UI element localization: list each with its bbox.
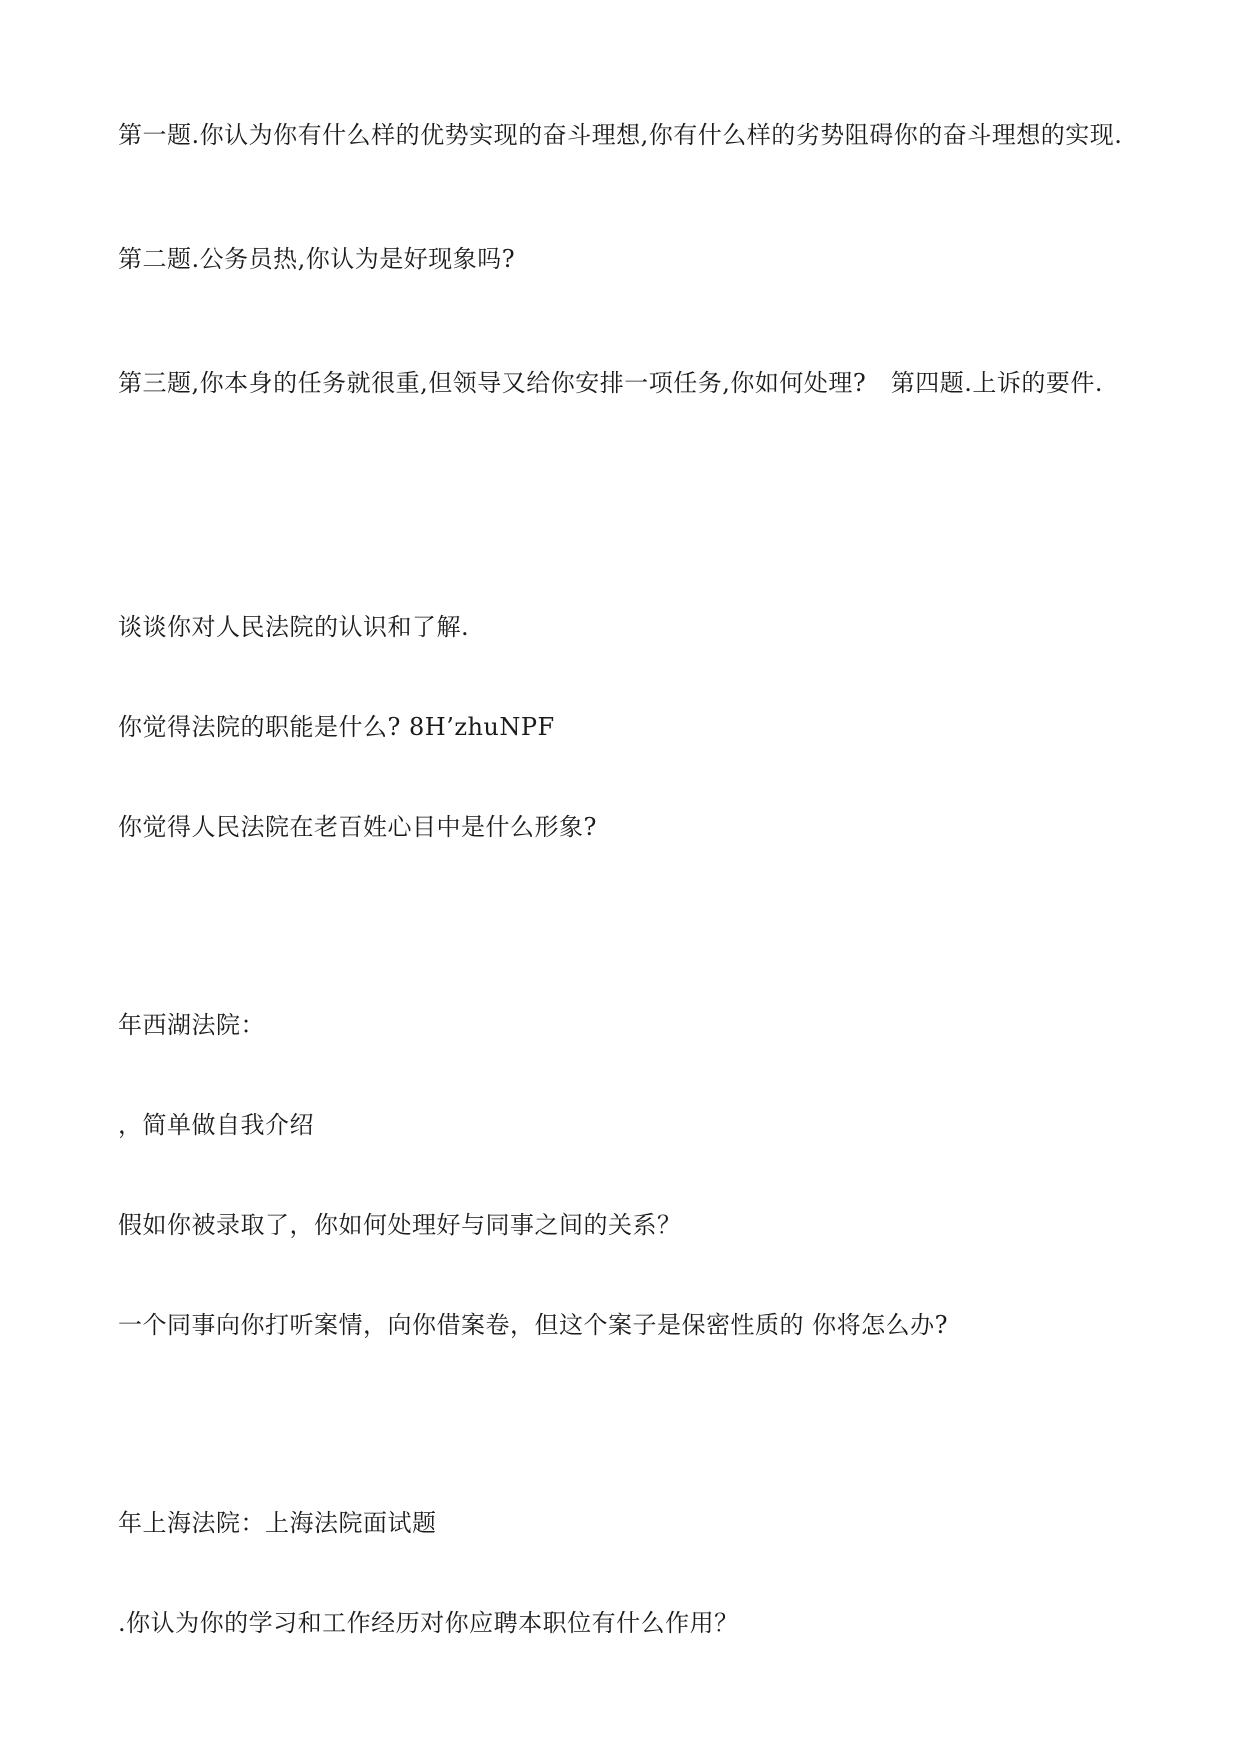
- confidential-case-question: 一个同事向你打听案情，向你借案卷，但这个案子是保密性质的 你将怎么办?: [118, 1311, 948, 1339]
- question-1-paragraph: 第一题.你认为你有什么样的优势实现的奋斗理想,你有什么样的劣势阻碍你的奋斗理想的实现.: [118, 121, 1123, 149]
- colleague-relationship-question: 假如你被录取了，你如何处理好与同事之间的关系？: [118, 1211, 682, 1239]
- court-image-question: 你觉得人民法院在老百姓心目中是什么形象?: [118, 813, 597, 841]
- question-2-paragraph: 第二题.公务员热,你认为是好现象吗?: [118, 245, 516, 273]
- question-3-4-paragraph: 第三题,你本身的任务就很重,但领导又给你安排一项任务,你如何处理? 第四题.上诉的要件.: [118, 369, 1104, 397]
- shanghai-court-heading: 年上海法院：上海法院面试题: [118, 1509, 437, 1537]
- experience-question: .你认为你的学习和工作经历对你应聘本职位有什么作用？: [118, 1609, 739, 1637]
- court-understanding-question: 谈谈你对人民法院的认识和了解.: [118, 613, 470, 641]
- xihu-court-heading: 年西湖法院：: [118, 1011, 265, 1039]
- court-function-question: 你觉得法院的职能是什么? 8H’zhuNPF: [118, 713, 555, 741]
- self-introduction-question: ，简单做自我介绍: [118, 1111, 314, 1139]
